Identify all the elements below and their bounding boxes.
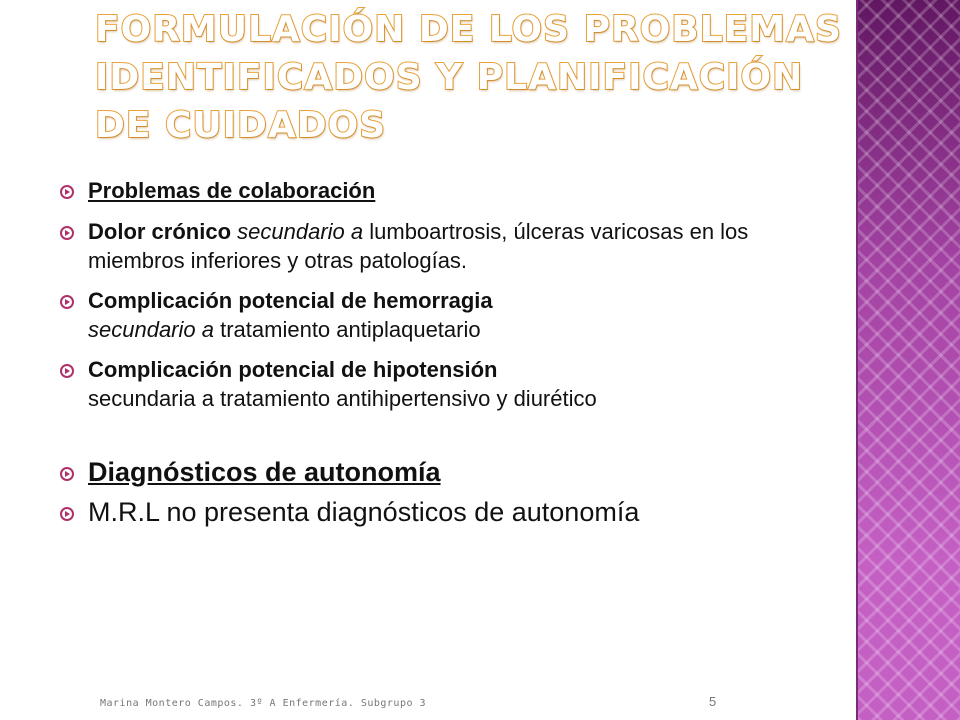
item-text: secundaria a tratamiento antihipertensivo y diurético [88,386,597,411]
item-bold-text: Complicación potencial de hemorragia [88,288,493,313]
list-item-hipotension [60,355,760,413]
bullet-icon [60,507,74,521]
bullet-icon [60,185,74,199]
item-italic-text: secundario a [88,317,214,342]
slide-content [60,176,760,529]
item-text: lumboartrosis, úlceras varicosas en los miembros inferiores y otras patologías. [88,219,749,273]
list-item-autonomia [60,495,760,529]
page-number: 5 [709,694,717,709]
item-bold-text: Complicación potencial de hipotensión [88,357,498,382]
item-text: M.R.L no presenta diagnósticos de autonomía [88,497,640,527]
section-heading-autonomia [60,455,760,489]
section-heading-text: Diagnósticos de autonomía [88,457,441,487]
bullet-icon [60,467,74,481]
bullet-icon [60,226,74,240]
decorative-side-stripe [858,0,960,720]
item-text: tratamiento antiplaquetario [220,317,481,342]
list-item-hemorragia [60,286,760,344]
bullet-icon [60,364,74,378]
slide-footer: Marina Montero Campos. 3º A Enfermería. Subgrupo 3 [100,698,427,709]
section-heading-text: Problemas de colaboración [88,178,376,203]
slide-title: FORMULACIÓN DE LOS PROBLEMAS IDENTIFICADOS Y PLANIFICACIÓN DE CUIDADOS [95,9,842,146]
list-item-dolor-cronico [60,217,760,275]
section-heading-colaboracion [60,176,760,205]
item-bold-text: Dolor crónico [88,219,232,244]
bullet-icon [60,295,74,309]
item-italic-text: secundario a [237,219,364,244]
